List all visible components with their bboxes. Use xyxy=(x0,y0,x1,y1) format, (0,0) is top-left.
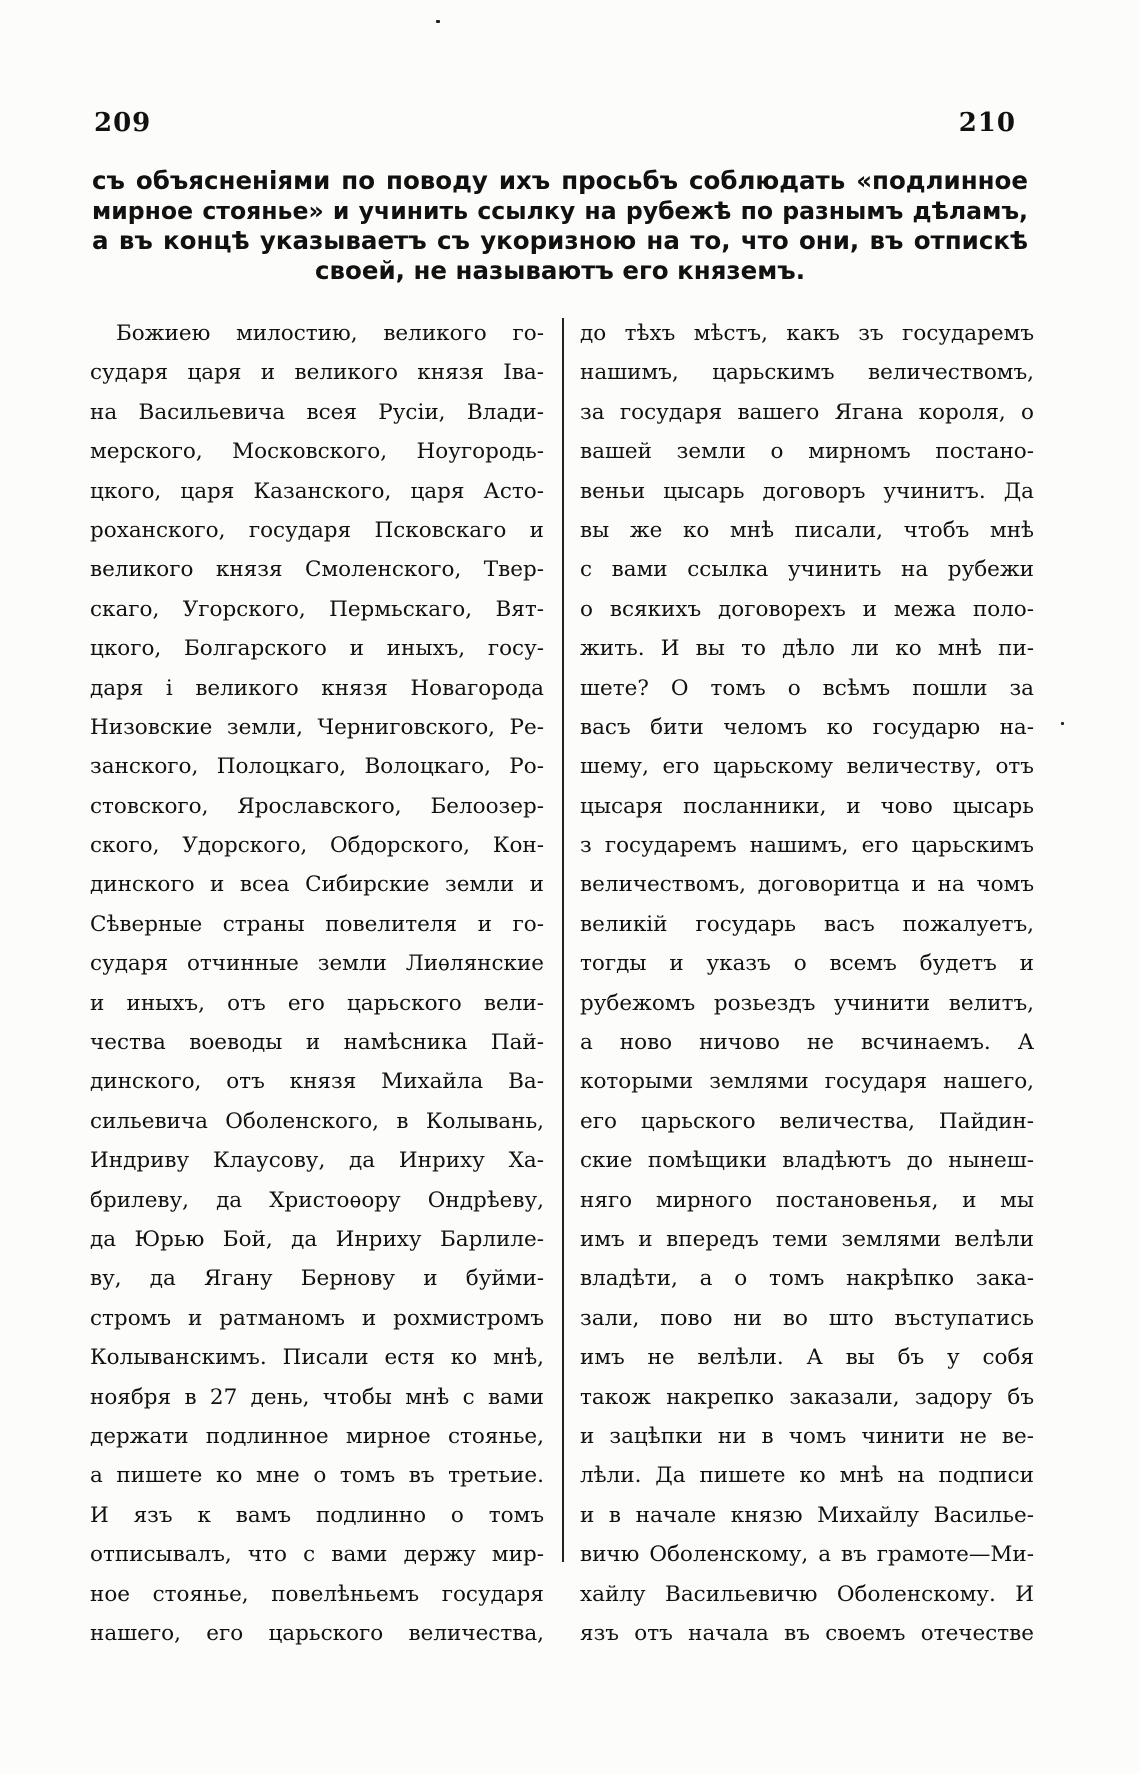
heading-line: своей, не называютъ его княземъ. xyxy=(314,256,806,285)
page-number-right: 210 xyxy=(958,108,1016,138)
text-line: цкого, царя Казанского, царя Асто- xyxy=(90,478,544,504)
text-line: о всякихъ договорехъ и межа поло- xyxy=(580,596,1034,622)
text-line: даря і великого князя Новагорода xyxy=(90,675,544,701)
text-line: мерского, Московского, Ноугородь- xyxy=(90,439,544,465)
text-line: Божиею милостию, великого го- xyxy=(116,321,544,346)
text-line: з государемъ нашимъ, его царьскимъ xyxy=(580,833,1034,859)
section-heading xyxy=(92,166,1028,286)
text-line: вашей земли о мирномъ постано- xyxy=(580,439,1034,465)
text-line: няго мирного постановенья, и мы xyxy=(580,1187,1034,1213)
text-line: ное стоянье, повелѣньемъ государя xyxy=(90,1581,544,1607)
text-line: шему, его царьскому величеству, отъ xyxy=(580,754,1034,780)
text-line: язъ отъ начала въ своемъ отечестве xyxy=(580,1620,1034,1646)
text-line: сильевича Оболенского, в Колывань, xyxy=(90,1108,544,1134)
text-line: которыми землями государя нашего, xyxy=(580,1069,1034,1095)
text-line: нашимъ, царьскимъ величествомъ, xyxy=(580,360,1034,386)
text-line: стромъ и ратманомъ и рохмистромъ xyxy=(90,1305,544,1331)
text-line: тогды и указъ о всемъ будетъ и xyxy=(580,951,1034,977)
text-line: зали, пово ни во што въступатись xyxy=(580,1305,1034,1331)
text-line: веньи цысарь договоръ учинитъ. Да xyxy=(580,478,1034,504)
text-line: И язъ к вамъ подлинно о томъ xyxy=(90,1502,544,1528)
ink-speck-top xyxy=(436,20,440,23)
text-line: и в начале князю Михайлу Василье- xyxy=(580,1502,1034,1528)
text-line: Низовские земли, Черниговского, Ре- xyxy=(90,714,544,740)
text-line: динского и всеа Сибирские земли и xyxy=(90,872,544,898)
text-line: ские помѣщики владѣютъ до нынеш- xyxy=(580,1148,1034,1174)
text-line: рубежомъ розьездъ учинити велитъ, xyxy=(580,990,1034,1016)
page-number-left: 209 xyxy=(94,108,152,138)
text-line: и зацѣпки ни в чомъ чинити не ве- xyxy=(580,1423,1034,1449)
text-line: имъ не велѣли. А вы бъ у собя xyxy=(580,1345,1034,1371)
text-line: вы же ко мнѣ писали, чтобъ мнѣ xyxy=(580,517,1034,543)
text-line: сударя царя и великого князя Іва- xyxy=(90,360,544,386)
heading-line: мирное стоянье» и учинить ссылку на рубежѣ по разнымъ дѣламъ, xyxy=(92,197,1028,225)
text-line: Сѣверные страны повелителя и го- xyxy=(90,911,544,937)
text-line: скаго, Угорского, Пермьскаго, Вят- xyxy=(90,596,544,622)
ink-speck-right xyxy=(1061,722,1064,725)
text-line: владѣти, а о томъ накрѣпко зака- xyxy=(580,1266,1034,1292)
text-line: ноября в 27 день, чтобы мнѣ с вами xyxy=(90,1384,544,1410)
text-line: васъ бити челомъ ко государю на- xyxy=(580,714,1034,740)
heading-line: а въ концѣ указываетъ съ укоризною на то, что они, въ отпискѣ xyxy=(92,226,1028,255)
text-line: хайлу Васильевичю Оболенскому. И xyxy=(580,1581,1034,1607)
text-line: его царьского величества, Пайдин- xyxy=(580,1108,1034,1134)
text-line: на Васильевича всея Русіи, Влади- xyxy=(90,399,544,425)
text-line: брилеву, да Христоѳору Ондрѣеву, xyxy=(90,1187,544,1213)
text-line: також накрепко заказали, задору бъ xyxy=(580,1384,1034,1410)
text-line: а пишете ко мне о томъ въ третьие. xyxy=(90,1463,544,1489)
text-line: вичю Оболенскому, а въ грамоте—Ми- xyxy=(580,1542,1034,1568)
text-line: за государя вашего Ягана короля, о xyxy=(580,399,1034,425)
text-line: лѣли. Да пишете ко мнѣ на подписи xyxy=(580,1463,1034,1489)
text-line: цкого, Болгарского и иныхъ, госу- xyxy=(90,636,544,662)
text-line: до тѣхъ мѣстъ, какъ зъ государемъ xyxy=(580,321,1034,346)
text-line: великій государь васъ пожалуетъ, xyxy=(580,911,1034,937)
text-line: с вами ссылка учинить на рубежи xyxy=(580,557,1034,583)
text-line: Индриву Клаусову, да Инриху Ха- xyxy=(90,1148,544,1174)
text-line: имъ и впередъ теми землями велѣли xyxy=(580,1226,1034,1252)
text-line: сударя отчинные земли Лиѳлянские xyxy=(90,951,544,977)
text-line: роханского, государя Псковскаго и xyxy=(90,517,544,543)
right-text-column xyxy=(580,314,1034,1653)
text-line: ского, Удорского, Обдорского, Кон- xyxy=(90,833,544,859)
text-line: держати подлинное мирное стоянье, xyxy=(90,1423,544,1449)
text-line: нашего, его царьского величества, xyxy=(90,1620,544,1646)
text-line: стовского, Ярославского, Белоозер- xyxy=(90,793,544,819)
text-line: да Юрью Бой, да Инриху Барлиле- xyxy=(90,1226,544,1252)
left-text-column xyxy=(90,314,544,1653)
text-line: ву, да Ягану Бернову и буйми- xyxy=(90,1266,544,1292)
heading-line: съ объясненіями по поводу ихъ просьбъ соблюдать «подлинное xyxy=(92,166,1028,195)
text-line: чества воеводы и намѣсника Пай- xyxy=(90,1030,544,1056)
text-line: а ново ничово не всчинаемъ. А xyxy=(580,1030,1034,1056)
text-line: занского, Полоцкаго, Волоцкаго, Ро- xyxy=(90,754,544,780)
text-line: Колыванскимъ. Писали естя ко мнѣ, xyxy=(90,1345,544,1371)
text-line: величествомъ, договоритца и на чомъ xyxy=(580,872,1034,898)
text-line: динского, отъ князя Михайла Ва- xyxy=(90,1069,544,1095)
text-line: великого князя Смоленского, Твер- xyxy=(90,557,544,583)
text-line: жить. И вы то дѣло ли ко мнѣ пи- xyxy=(580,636,1034,662)
text-line: отписывалъ, что с вами держу мир- xyxy=(90,1542,544,1568)
column-divider xyxy=(562,318,564,1562)
text-line: и иныхъ, отъ его царьского вели- xyxy=(90,990,544,1016)
text-line: цысаря посланники, и чово цысарь xyxy=(580,793,1034,819)
text-line: шете? О томъ о всѣмъ пошли за xyxy=(580,675,1034,701)
